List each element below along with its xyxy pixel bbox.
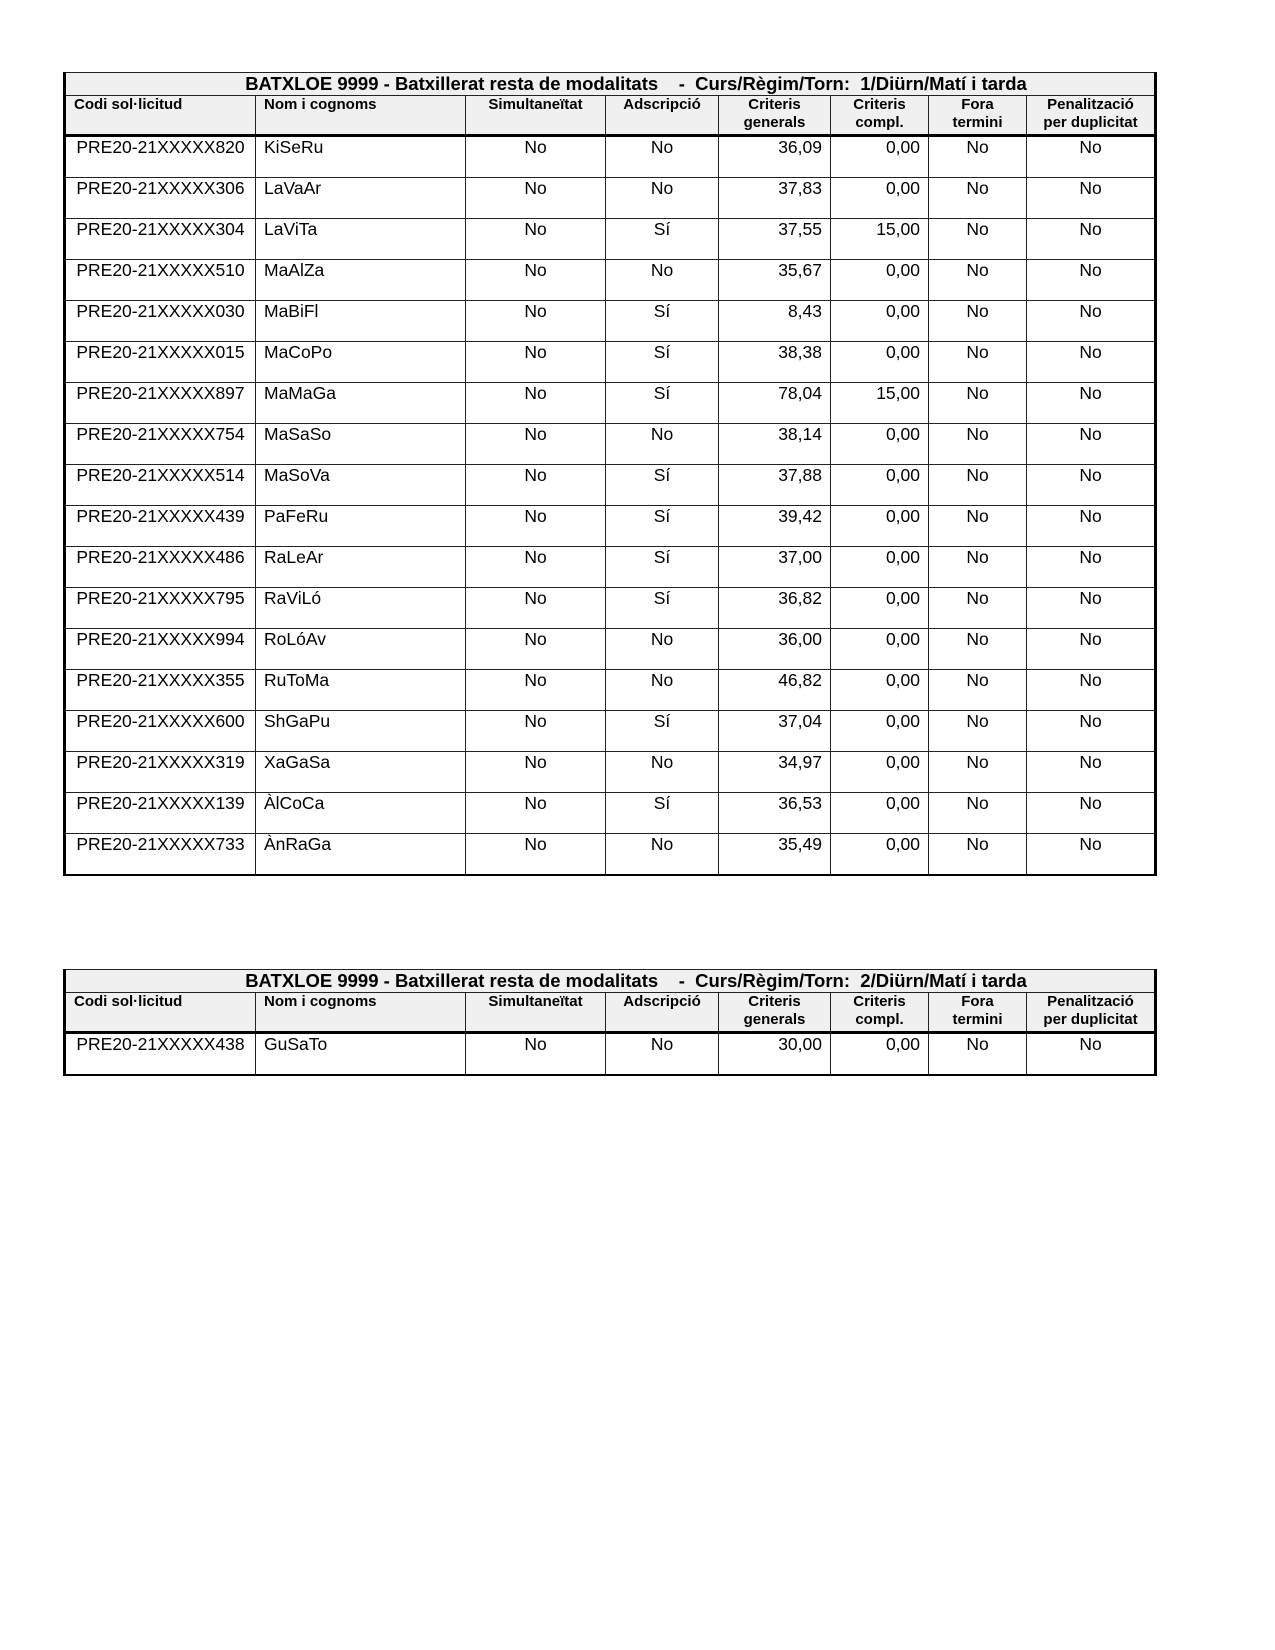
column-header-row xyxy=(65,96,1156,136)
cell-duplicate-penalty: No xyxy=(1027,465,1156,506)
cell-assignment: Sí xyxy=(606,547,719,588)
cell-request-code: PRE20-21XXXXX994 xyxy=(65,629,256,670)
cell-full-name: RaLeAr xyxy=(256,547,466,588)
cell-full-name: PaFeRu xyxy=(256,506,466,547)
cell-complementary-criteria: 0,00 xyxy=(831,301,929,342)
cell-simultaneity: No xyxy=(466,260,606,301)
column-header-duplicate-penalty: Penalització per duplicitat xyxy=(1027,96,1156,136)
cell-late-submission: No xyxy=(929,711,1027,752)
cell-duplicate-penalty: No xyxy=(1027,342,1156,383)
cell-late-submission: No xyxy=(929,136,1027,178)
cell-late-submission: No xyxy=(929,342,1027,383)
table-title: BATXLOE 9999 - Batxillerat resta de modalitats - Curs/Règim/Torn: 1/Diürn/Matí i tarda xyxy=(65,73,1156,96)
cell-assignment: No xyxy=(606,136,719,178)
cell-general-criteria: 37,00 xyxy=(719,547,831,588)
cell-simultaneity: No xyxy=(466,342,606,383)
cell-complementary-criteria: 0,00 xyxy=(831,752,929,793)
cell-complementary-criteria: 0,00 xyxy=(831,834,929,876)
table-row xyxy=(65,136,1156,178)
column-header-late-submission: Fora termini xyxy=(929,993,1027,1033)
cell-complementary-criteria: 0,00 xyxy=(831,506,929,547)
cell-complementary-criteria: 0,00 xyxy=(831,670,929,711)
cell-assignment: No xyxy=(606,260,719,301)
cell-request-code: PRE20-21XXXXX600 xyxy=(65,711,256,752)
cell-complementary-criteria: 15,00 xyxy=(831,383,929,424)
table-row xyxy=(65,752,1156,793)
cell-general-criteria: 46,82 xyxy=(719,670,831,711)
table-row xyxy=(65,711,1156,752)
cell-duplicate-penalty: No xyxy=(1027,793,1156,834)
cell-duplicate-penalty: No xyxy=(1027,260,1156,301)
cell-complementary-criteria: 15,00 xyxy=(831,219,929,260)
table-title-row xyxy=(65,970,1156,993)
table-row xyxy=(65,506,1156,547)
cell-assignment: No xyxy=(606,752,719,793)
cell-complementary-criteria: 0,00 xyxy=(831,547,929,588)
cell-complementary-criteria: 0,00 xyxy=(831,793,929,834)
cell-full-name: LaVaAr xyxy=(256,178,466,219)
cell-late-submission: No xyxy=(929,506,1027,547)
cell-late-submission: No xyxy=(929,465,1027,506)
cell-full-name: RoLóAv xyxy=(256,629,466,670)
cell-request-code: PRE20-21XXXXX439 xyxy=(65,506,256,547)
cell-full-name: RaViLó xyxy=(256,588,466,629)
table-row xyxy=(65,547,1156,588)
cell-duplicate-penalty: No xyxy=(1027,588,1156,629)
cell-simultaneity: No xyxy=(466,424,606,465)
cell-complementary-criteria: 0,00 xyxy=(831,178,929,219)
cell-full-name: ÀlCoCa xyxy=(256,793,466,834)
cell-assignment: Sí xyxy=(606,383,719,424)
table-row xyxy=(65,342,1156,383)
cell-general-criteria: 36,09 xyxy=(719,136,831,178)
cell-late-submission: No xyxy=(929,588,1027,629)
cell-request-code: PRE20-21XXXXX897 xyxy=(65,383,256,424)
column-header-full-name: Nom i cognoms xyxy=(256,96,466,136)
cell-complementary-criteria: 0,00 xyxy=(831,711,929,752)
table-row xyxy=(65,260,1156,301)
cell-duplicate-penalty: No xyxy=(1027,711,1156,752)
cell-full-name: XaGaSa xyxy=(256,752,466,793)
cell-general-criteria: 35,67 xyxy=(719,260,831,301)
cell-general-criteria: 38,14 xyxy=(719,424,831,465)
cell-duplicate-penalty: No xyxy=(1027,1033,1156,1076)
cell-request-code: PRE20-21XXXXX355 xyxy=(65,670,256,711)
cell-request-code: PRE20-21XXXXX304 xyxy=(65,219,256,260)
cell-late-submission: No xyxy=(929,424,1027,465)
cell-assignment: Sí xyxy=(606,342,719,383)
cell-simultaneity: No xyxy=(466,219,606,260)
cell-simultaneity: No xyxy=(466,1033,606,1076)
cell-assignment: Sí xyxy=(606,506,719,547)
cell-full-name: MaSaSo xyxy=(256,424,466,465)
cell-full-name: ÀnRaGa xyxy=(256,834,466,876)
cell-full-name: LaViTa xyxy=(256,219,466,260)
cell-assignment: Sí xyxy=(606,588,719,629)
cell-late-submission: No xyxy=(929,547,1027,588)
column-header-assignment: Adscripció xyxy=(606,993,719,1033)
table-row xyxy=(65,588,1156,629)
cell-duplicate-penalty: No xyxy=(1027,752,1156,793)
table-title: BATXLOE 9999 - Batxillerat resta de modalitats - Curs/Règim/Torn: 2/Diürn/Matí i tarda xyxy=(65,970,1156,993)
cell-request-code: PRE20-21XXXXX820 xyxy=(65,136,256,178)
cell-late-submission: No xyxy=(929,383,1027,424)
table-title-row xyxy=(65,73,1156,96)
cell-assignment: No xyxy=(606,834,719,876)
cell-simultaneity: No xyxy=(466,136,606,178)
column-header-simultaneity: Simultaneïtat xyxy=(466,96,606,136)
table-row xyxy=(65,834,1156,876)
cell-simultaneity: No xyxy=(466,588,606,629)
cell-late-submission: No xyxy=(929,260,1027,301)
table-row xyxy=(65,424,1156,465)
cell-late-submission: No xyxy=(929,219,1027,260)
cell-full-name: MaSoVa xyxy=(256,465,466,506)
cell-late-submission: No xyxy=(929,670,1027,711)
cell-general-criteria: 37,04 xyxy=(719,711,831,752)
table-row xyxy=(65,301,1156,342)
column-header-general-criteria: Criteris generals xyxy=(719,993,831,1033)
cell-general-criteria: 36,53 xyxy=(719,793,831,834)
cell-assignment: Sí xyxy=(606,793,719,834)
table-row xyxy=(65,1033,1156,1076)
cell-duplicate-penalty: No xyxy=(1027,219,1156,260)
cell-duplicate-penalty: No xyxy=(1027,424,1156,465)
cell-simultaneity: No xyxy=(466,752,606,793)
cell-assignment: No xyxy=(606,424,719,465)
cell-assignment: Sí xyxy=(606,711,719,752)
cell-assignment: No xyxy=(606,1033,719,1076)
cell-complementary-criteria: 0,00 xyxy=(831,260,929,301)
cell-full-name: MaCoPo xyxy=(256,342,466,383)
cell-request-code: PRE20-21XXXXX486 xyxy=(65,547,256,588)
column-header-simultaneity: Simultaneïtat xyxy=(466,993,606,1033)
cell-general-criteria: 8,43 xyxy=(719,301,831,342)
cell-full-name: ShGaPu xyxy=(256,711,466,752)
cell-complementary-criteria: 0,00 xyxy=(831,588,929,629)
cell-assignment: Sí xyxy=(606,465,719,506)
cell-simultaneity: No xyxy=(466,834,606,876)
cell-duplicate-penalty: No xyxy=(1027,136,1156,178)
cell-full-name: GuSaTo xyxy=(256,1033,466,1076)
cell-general-criteria: 36,00 xyxy=(719,629,831,670)
column-header-request-code: Codi sol·licitud xyxy=(65,96,256,136)
cell-full-name: RuToMa xyxy=(256,670,466,711)
cell-late-submission: No xyxy=(929,629,1027,670)
cell-request-code: PRE20-21XXXXX438 xyxy=(65,1033,256,1076)
cell-general-criteria: 78,04 xyxy=(719,383,831,424)
table-row xyxy=(65,629,1156,670)
cell-simultaneity: No xyxy=(466,506,606,547)
cell-general-criteria: 37,55 xyxy=(719,219,831,260)
cell-late-submission: No xyxy=(929,752,1027,793)
cell-request-code: PRE20-21XXXXX514 xyxy=(65,465,256,506)
column-header-row xyxy=(65,993,1156,1033)
cell-complementary-criteria: 0,00 xyxy=(831,424,929,465)
column-header-assignment: Adscripció xyxy=(606,96,719,136)
cell-complementary-criteria: 0,00 xyxy=(831,342,929,383)
cell-complementary-criteria: 0,00 xyxy=(831,629,929,670)
cell-late-submission: No xyxy=(929,834,1027,876)
cell-simultaneity: No xyxy=(466,793,606,834)
table-row xyxy=(65,383,1156,424)
column-header-request-code: Codi sol·licitud xyxy=(65,993,256,1033)
cell-duplicate-penalty: No xyxy=(1027,547,1156,588)
cell-general-criteria: 36,82 xyxy=(719,588,831,629)
table-row xyxy=(65,465,1156,506)
column-header-duplicate-penalty: Penalització per duplicitat xyxy=(1027,993,1156,1033)
cell-duplicate-penalty: No xyxy=(1027,629,1156,670)
admissions-table-1 xyxy=(63,72,1157,876)
cell-request-code: PRE20-21XXXXX754 xyxy=(65,424,256,465)
table-row xyxy=(65,178,1156,219)
column-header-general-criteria: Criteris generals xyxy=(719,96,831,136)
cell-assignment: Sí xyxy=(606,219,719,260)
cell-complementary-criteria: 0,00 xyxy=(831,136,929,178)
cell-duplicate-penalty: No xyxy=(1027,178,1156,219)
cell-simultaneity: No xyxy=(466,465,606,506)
cell-request-code: PRE20-21XXXXX795 xyxy=(65,588,256,629)
cell-assignment: No xyxy=(606,629,719,670)
cell-request-code: PRE20-21XXXXX510 xyxy=(65,260,256,301)
cell-request-code: PRE20-21XXXXX139 xyxy=(65,793,256,834)
cell-full-name: MaBiFl xyxy=(256,301,466,342)
cell-simultaneity: No xyxy=(466,711,606,752)
cell-general-criteria: 37,88 xyxy=(719,465,831,506)
cell-duplicate-penalty: No xyxy=(1027,670,1156,711)
cell-simultaneity: No xyxy=(466,670,606,711)
table-row xyxy=(65,219,1156,260)
table-row xyxy=(65,670,1156,711)
table-row xyxy=(65,793,1156,834)
cell-simultaneity: No xyxy=(466,178,606,219)
cell-general-criteria: 38,38 xyxy=(719,342,831,383)
cell-assignment: Sí xyxy=(606,301,719,342)
cell-late-submission: No xyxy=(929,178,1027,219)
cell-general-criteria: 30,00 xyxy=(719,1033,831,1076)
column-header-full-name: Nom i cognoms xyxy=(256,993,466,1033)
cell-general-criteria: 35,49 xyxy=(719,834,831,876)
cell-general-criteria: 39,42 xyxy=(719,506,831,547)
column-header-late-submission: Fora termini xyxy=(929,96,1027,136)
column-header-complementary-criteria: Criteris compl. xyxy=(831,96,929,136)
cell-general-criteria: 37,83 xyxy=(719,178,831,219)
cell-simultaneity: No xyxy=(466,547,606,588)
cell-simultaneity: No xyxy=(466,629,606,670)
cell-late-submission: No xyxy=(929,1033,1027,1076)
cell-general-criteria: 34,97 xyxy=(719,752,831,793)
cell-duplicate-penalty: No xyxy=(1027,834,1156,876)
cell-assignment: No xyxy=(606,670,719,711)
cell-full-name: MaMaGa xyxy=(256,383,466,424)
cell-duplicate-penalty: No xyxy=(1027,383,1156,424)
cell-request-code: PRE20-21XXXXX733 xyxy=(65,834,256,876)
cell-duplicate-penalty: No xyxy=(1027,301,1156,342)
cell-simultaneity: No xyxy=(466,301,606,342)
cell-duplicate-penalty: No xyxy=(1027,506,1156,547)
cell-complementary-criteria: 0,00 xyxy=(831,1033,929,1076)
cell-request-code: PRE20-21XXXXX306 xyxy=(65,178,256,219)
cell-full-name: MaAlZa xyxy=(256,260,466,301)
cell-request-code: PRE20-21XXXXX030 xyxy=(65,301,256,342)
cell-complementary-criteria: 0,00 xyxy=(831,465,929,506)
cell-full-name: KiSeRu xyxy=(256,136,466,178)
cell-request-code: PRE20-21XXXXX319 xyxy=(65,752,256,793)
cell-late-submission: No xyxy=(929,301,1027,342)
column-header-complementary-criteria: Criteris compl. xyxy=(831,993,929,1033)
admissions-table-2 xyxy=(63,969,1157,1076)
cell-request-code: PRE20-21XXXXX015 xyxy=(65,342,256,383)
cell-assignment: No xyxy=(606,178,719,219)
cell-simultaneity: No xyxy=(466,383,606,424)
cell-late-submission: No xyxy=(929,793,1027,834)
